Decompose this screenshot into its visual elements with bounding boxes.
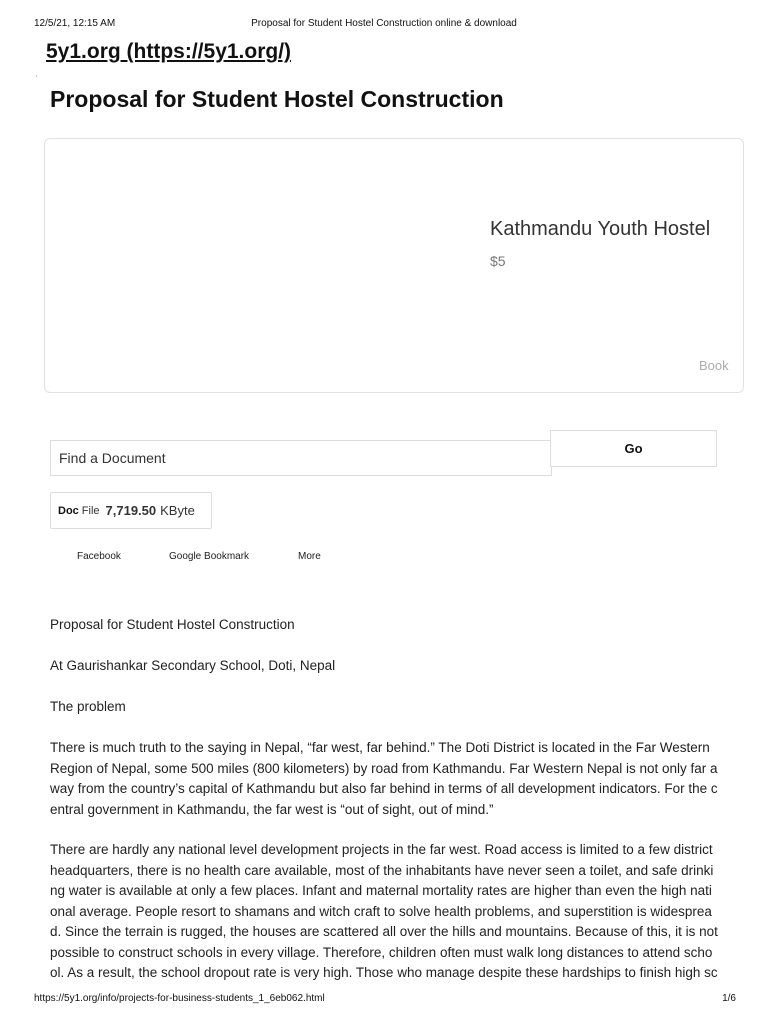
site-link[interactable]: 5y1.org (https://5y1.org/): [46, 40, 292, 63]
paragraph-2: There are hardly any national level development projects in the far west. Road access is limited to a few district headquarters, there is no health care available, most of the inhabitants have never seen a toilet, and safe drinking water is available at only a few places. Infant and maternal mortality rates are higher than even the high national average. People resort to shamans and witch craft to solve health problems, and superstition is widespread. Since the terrain is rugged, the houses are scattered all over the hills and mountains. Because of this, it is not possible to construct schools in every village. Therefore, children often must walk long distances to attend school. As a result, the school dropout rate is very high. Those who manage despite these hardships to finish high sc: [50, 842, 718, 980]
doc-size: 7,719.50: [105, 503, 157, 518]
ad-card[interactable]: [44, 138, 744, 393]
page-title: Proposal for Student Hostel Construction: [50, 86, 504, 112]
doc-word: File: [81, 504, 100, 517]
ad-book-button[interactable]: Book: [699, 358, 729, 373]
ad-price: $5: [490, 253, 506, 269]
share-more-link[interactable]: More: [298, 551, 321, 562]
print-page-number: 1/6: [722, 993, 736, 1004]
print-header-title: Proposal for Student Hostel Construction online & download: [251, 18, 517, 29]
paragraph-1: There is much truth to the saying in Nepal, “far west, far behind.” The Doti District is located in the Far Western Region of Nepal, some 500 miles (800 kilometers) by road from Kathmandu. Far Western Nepal is not only far away from the country’s capital of Kathmandu but also far behind in terms of all development indicators. For the central government in Kathmandu, the far west is “out of sight, out of mind.”: [50, 740, 718, 817]
print-datetime: 12/5/21, 12:15 AM: [34, 18, 116, 29]
stray-mark: ': [36, 76, 38, 82]
share-google-bookmark-link[interactable]: Google Bookmark: [169, 551, 250, 562]
content-heading: Proposal for Student Hostel Construction: [50, 617, 295, 632]
doc-file-info: [50, 492, 212, 529]
content-section-heading: The problem: [50, 699, 126, 714]
print-footer-url: https://5y1.org/info/projects-for-business-students_1_6eb062.html: [34, 993, 325, 1004]
doc-type: Doc: [58, 504, 79, 517]
doc-unit: KByte: [160, 503, 195, 518]
content-location: At Gaurishankar Secondary School, Doti, Nepal: [50, 658, 336, 673]
go-button[interactable]: Go: [550, 430, 717, 467]
share-facebook-link[interactable]: Facebook: [77, 551, 121, 562]
search-input[interactable]: [50, 440, 552, 476]
ad-hostel-name[interactable]: Kathmandu Youth Hostel: [490, 218, 711, 240]
